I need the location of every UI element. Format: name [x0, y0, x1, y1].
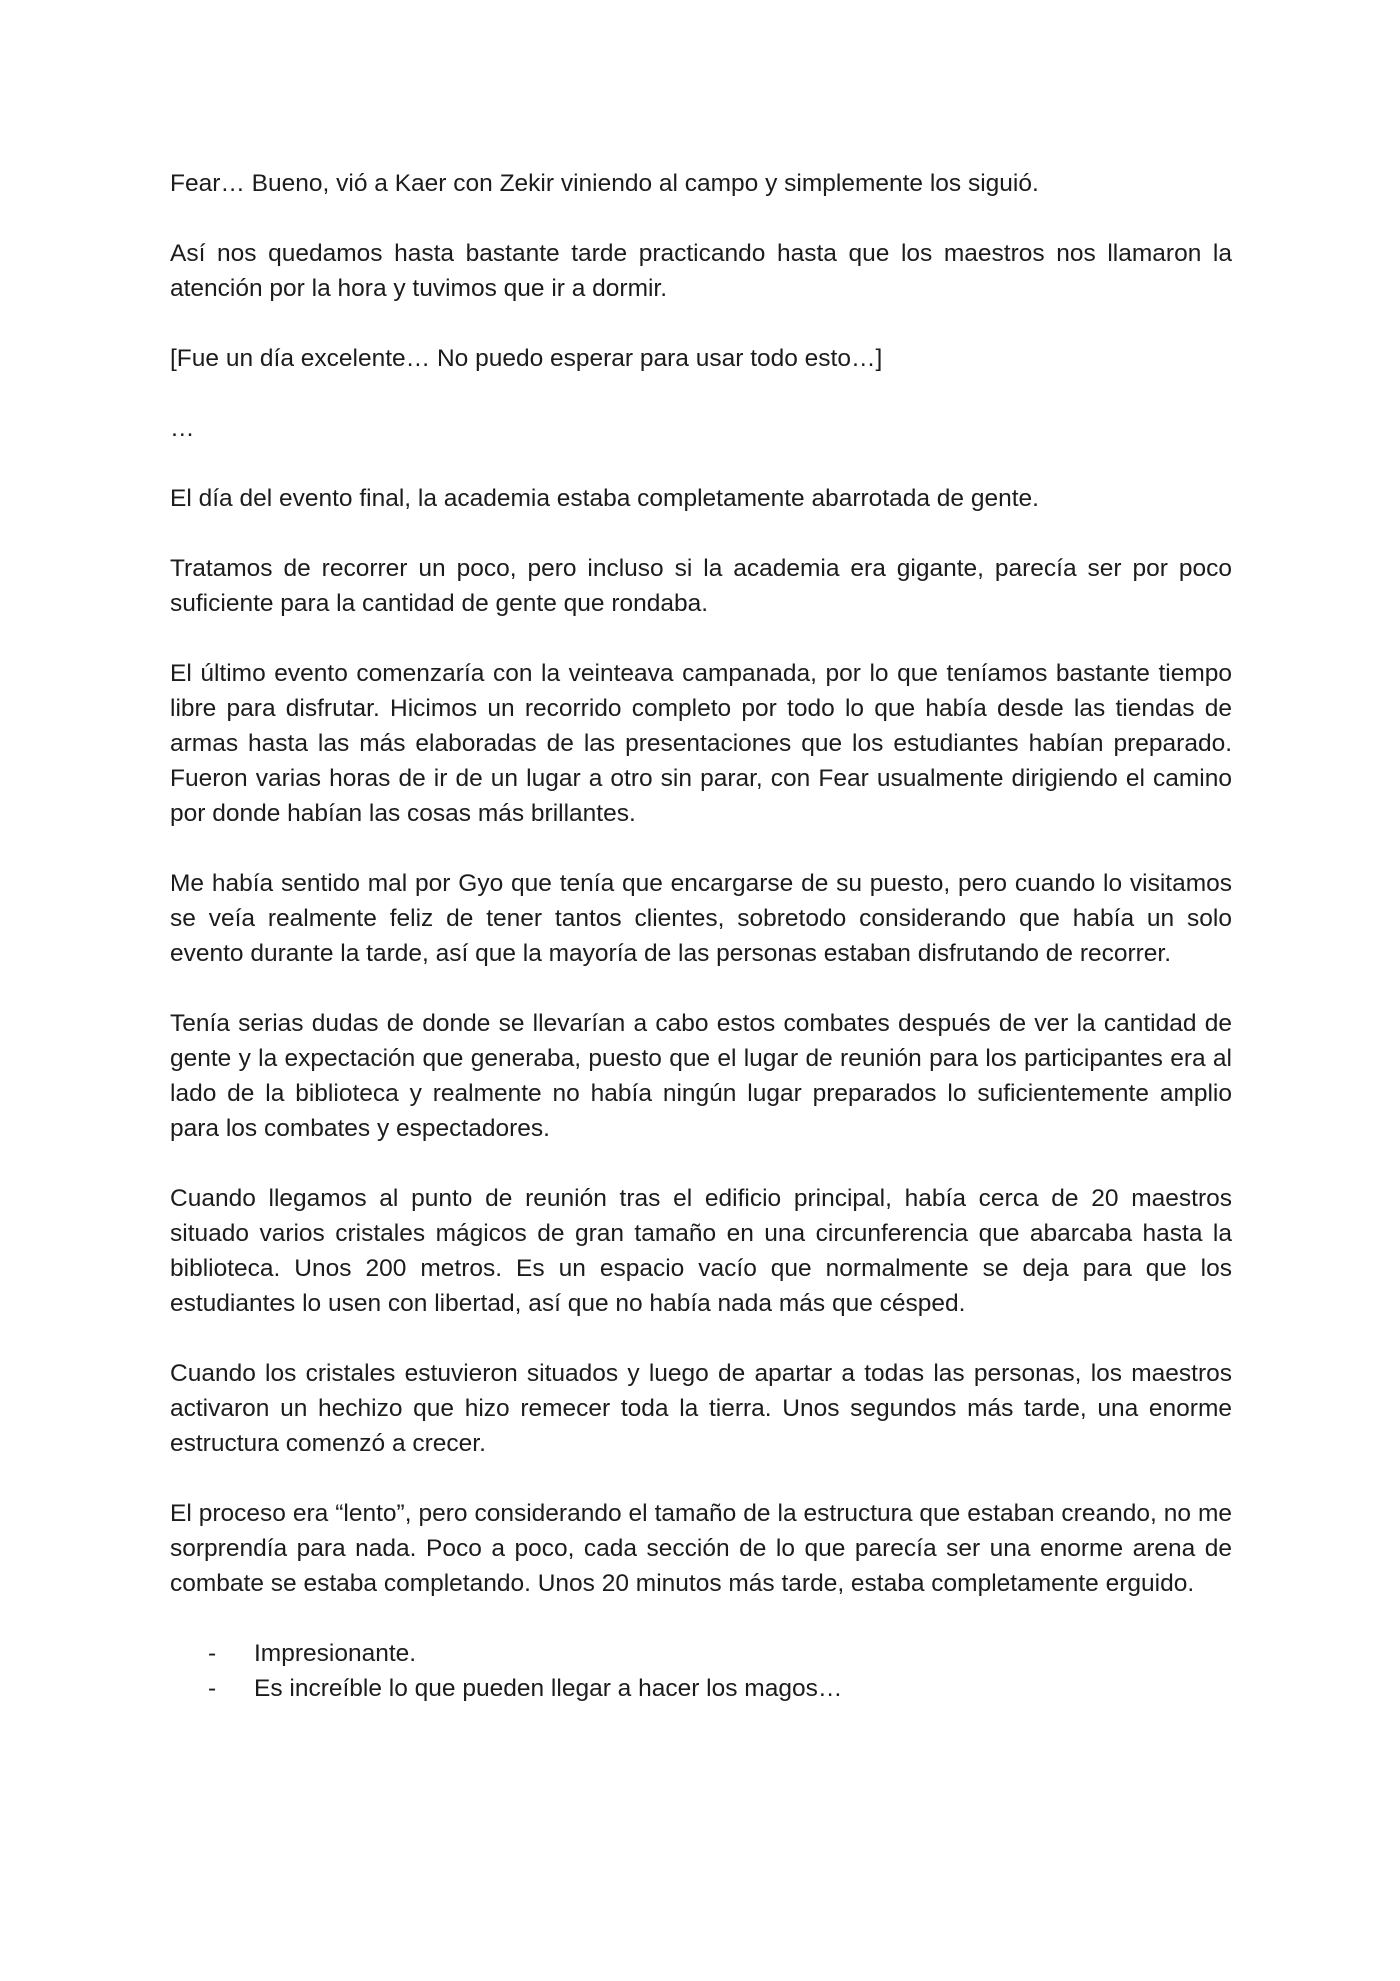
document-body: [170, 166, 1232, 1706]
dialogue-line: [170, 1671, 1232, 1706]
paragraph: Fear… Bueno, vió a Kaer con Zekir viniendo al campo y simplemente los siguió.: [170, 170, 1039, 197]
dialogue-text: Impresionante.: [254, 1640, 417, 1667]
paragraph: Así nos quedamos hasta bastante tarde practicando hasta que los maestros nos llamaron la atención por la hora y tuvimos que ir a dormir.: [170, 240, 1232, 302]
dialogue-text: Es increíble lo que pueden llegar a hacer los magos…: [254, 1675, 843, 1702]
dialogue-list: [170, 1636, 1232, 1706]
scene-break: …: [170, 415, 195, 442]
dialogue-line: [170, 1636, 1232, 1671]
dialogue-dash: -: [208, 1675, 217, 1702]
paragraph: Tratamos de recorrer un poco, pero incluso si la academia era gigante, parecía ser por poco suficiente para la cantidad de gente que rondaba.: [170, 555, 1232, 617]
paragraph-thought: [Fue un día excelente… No puedo esperar para usar todo esto…]: [170, 345, 883, 372]
paragraph: Cuando llegamos al punto de reunión tras el edificio principal, había cerca de 20 maestros situado varios cristales mágicos de gran tamaño en una circunferencia que abarcaba hasta la biblioteca. Unos 200 metros. Es un espacio vacío que normalmente se deja para que los estudiantes lo usen con libertad, así que no había nada más que césped.: [170, 1185, 1232, 1317]
dialogue-dash: -: [208, 1640, 217, 1667]
paragraph: Tenía serias dudas de donde se llevarían a cabo estos combates después de ver la cantidad de gente y la expectación que generaba, puesto que el lugar de reunión para los participantes era al lado de la biblioteca y realmente no había ningún lugar preparados lo suficientemente amplio para los combates y espectadores.: [170, 1010, 1232, 1142]
paragraph: El día del evento final, la academia estaba completamente abarrotada de gente.: [170, 485, 1039, 512]
paragraph: El último evento comenzaría con la veinteava campanada, por lo que teníamos bastante tiempo libre para disfrutar. Hicimos un recorrido completo por todo lo que había desde las tiendas de armas hasta las más elaboradas de las presentaciones que los estudiantes habían preparado. Fueron varias horas de ir de un lugar a otro sin parar, con Fear usualmente dirigiendo el camino por donde habían las cosas más brillantes.: [170, 660, 1232, 827]
paragraph: Cuando los cristales estuvieron situados y luego de apartar a todas las personas, los maestros activaron un hechizo que hizo remecer toda la tierra. Unos segundos más tarde, una enorme estructura comenzó a crecer.: [170, 1360, 1232, 1457]
paragraph: Me había sentido mal por Gyo que tenía que encargarse de su puesto, pero cuando lo visitamos se veía realmente feliz de tener tantos clientes, sobretodo considerando que había un solo evento durante la tarde, así que la mayoría de las personas estaban disfrutando de recorrer.: [170, 870, 1232, 967]
paragraph: El proceso era “lento”, pero considerando el tamaño de la estructura que estaban creando, no me sorprendía para nada. Poco a poco, cada sección de lo que parecía ser una enorme arena de combate se estaba completando. Unos 20 minutos más tarde, estaba completamente erguido.: [170, 1500, 1232, 1597]
